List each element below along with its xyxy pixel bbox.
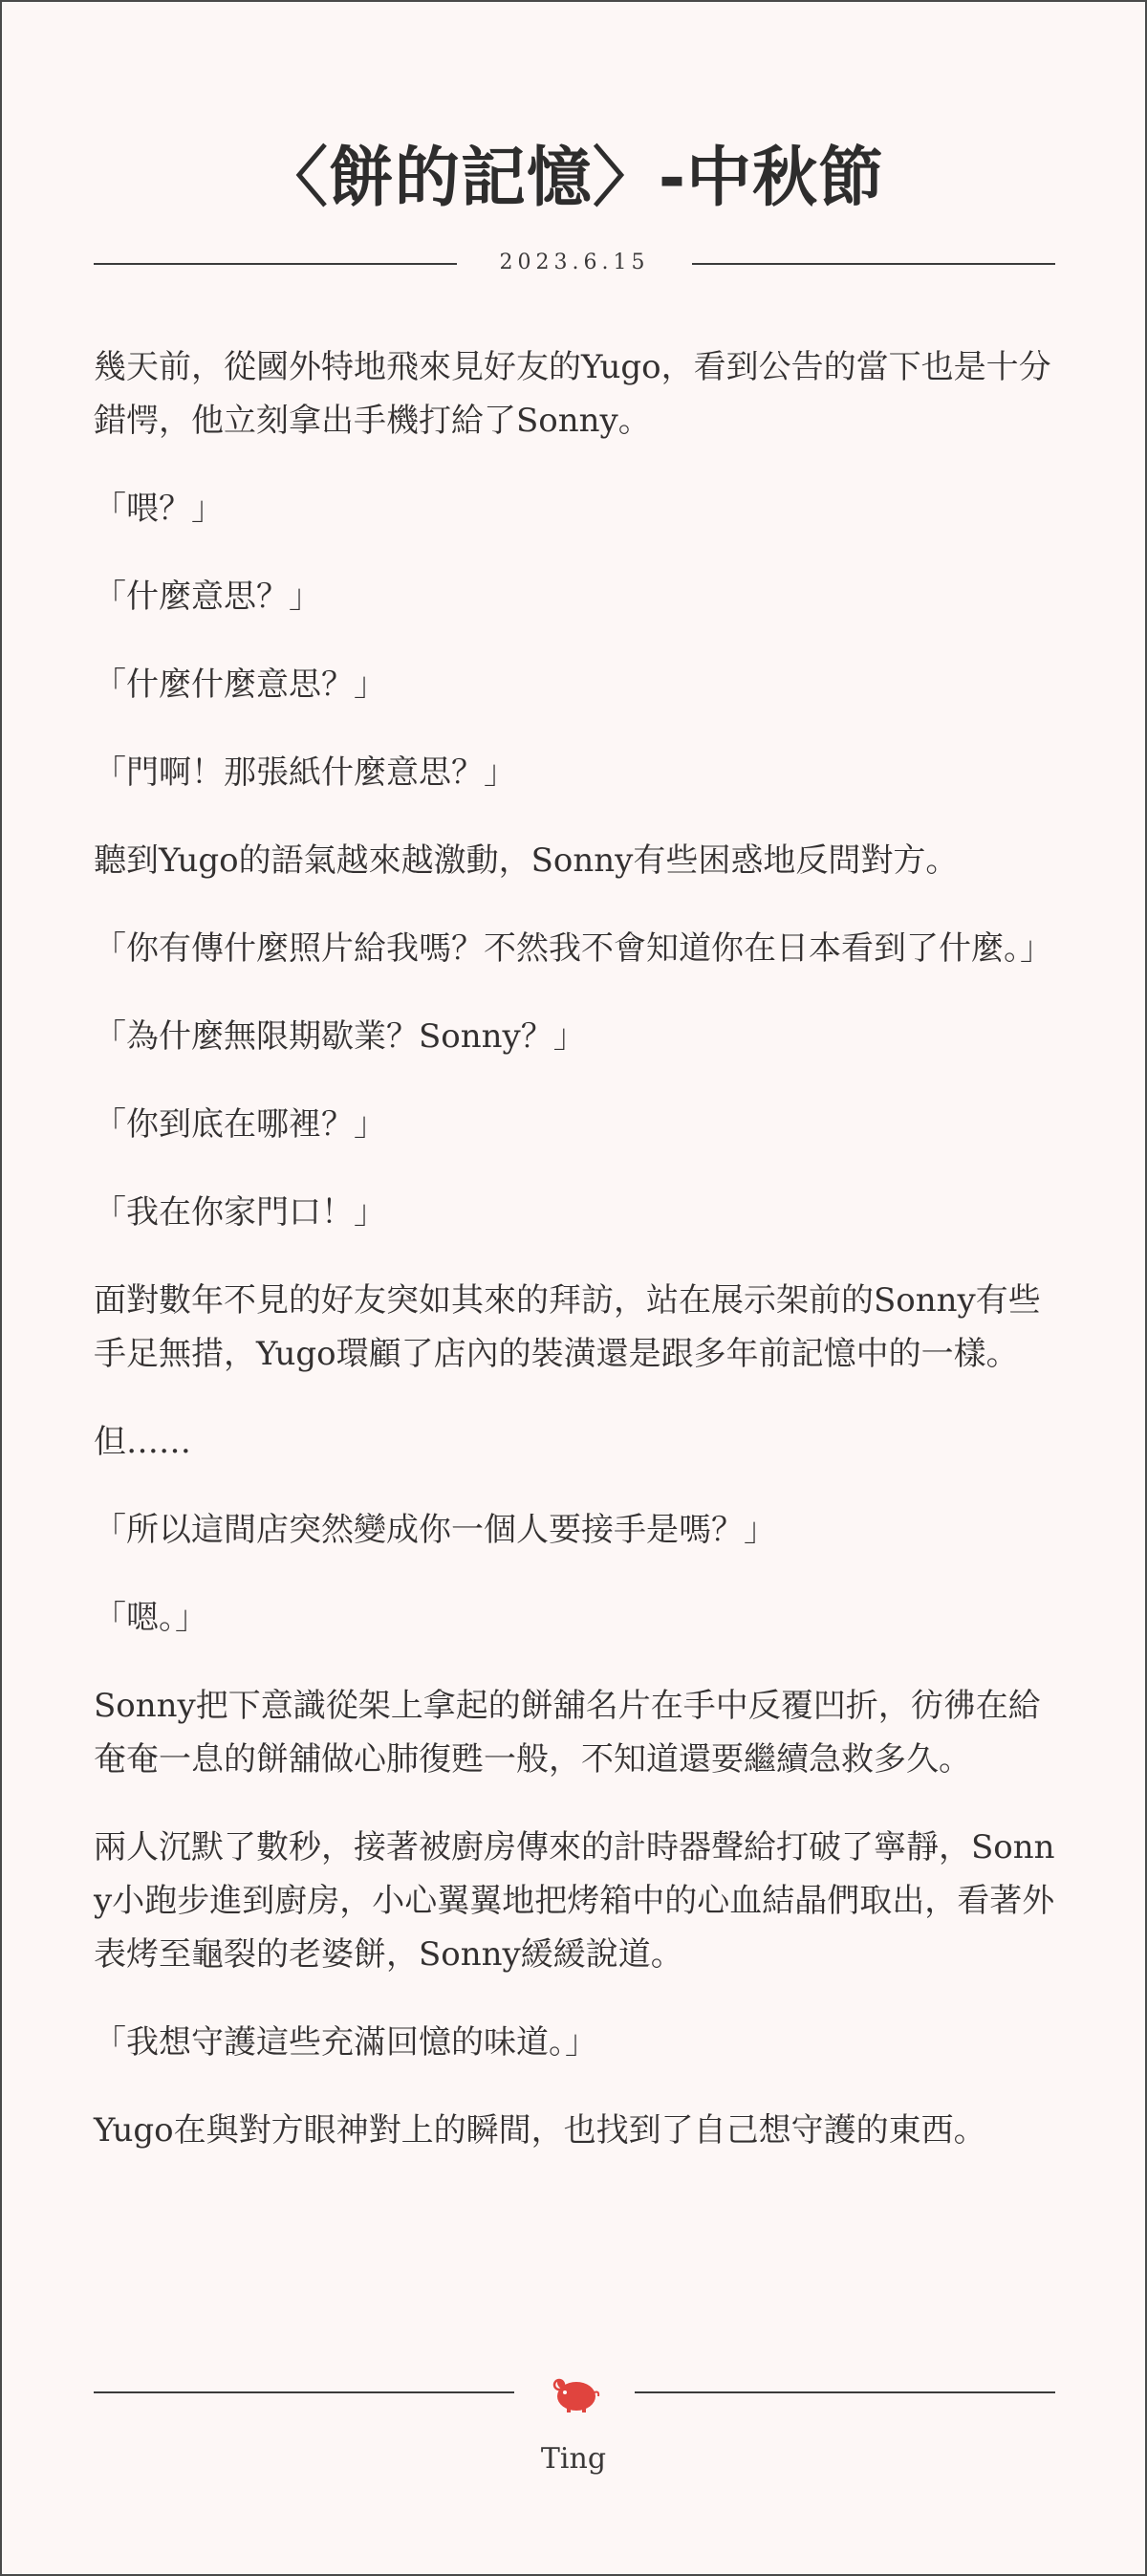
article-body [94,340,1055,2192]
divider-line-right [692,263,1055,265]
red-pig-icon [548,2364,601,2421]
paragraph: 面對數年不見的好友突如其來的拜訪，站在展示架前的Sonny有些手足無措，Yugo環顧了店內的裝潢還是跟多年前記憶中的一樣。 [94,1281,1041,1373]
footer-line-right [635,2391,1055,2393]
paragraph: 兩人沉默了數秒，接著被廚房傳來的計時器聲給打破了寧靜，Sonny小跑步進到廚房，小心翼翼地把烤箱中的心血結晶們取出，看著外表烤至龜裂的老婆餅，Sonny緩緩說道。 [94,1828,1055,1974]
paragraph: 「什麼意思？」 [94,578,321,616]
paragraph: 「所以這間店突然變成你一個人要接手是嗎？」 [94,1511,776,1549]
paragraph: 「喂？」 [94,490,224,528]
paragraph: 「我想守護這些充滿回憶的味道。」 [94,2023,597,2062]
paragraph: 但…… [94,1423,191,1461]
paragraph: Sonny把下意識從架上拿起的餅舖名片在手中反覆凹折，彷彿在給奄奄一息的餅舖做心肺復甦一般，不知道還要繼續急救多久。 [94,1687,1041,1779]
paragraph: 幾天前，從國外特地飛來見好友的Yugo，看到公告的當下也是十分錯愕，他立刻拿出手機打給了Sonny。 [94,348,1051,440]
footer-line-left [94,2391,514,2393]
divider-line-left [94,263,457,265]
date-divider [94,247,1055,279]
paragraph: 「為什麼無限期歇業？Sonny？」 [94,1017,586,1056]
paragraph: 「什麼什麼意思？」 [94,666,386,704]
paragraph: 「我在你家門口！」 [94,1193,386,1232]
paragraph: 「你有傳什麼照片給我嗎？不然我不會知道你在日本看到了什麼。」 [94,929,1052,968]
page-title: 〈餅的記憶〉-中秋節 [262,141,885,216]
paragraph: Yugo在與對方眼神對上的瞬間，也找到了自己想守護的東西。 [94,2111,986,2150]
publish-date: 2023.6.15 [499,251,650,274]
footer-divider [94,2364,1055,2421]
author-name: Ting [540,2442,607,2476]
paragraph: 「你到底在哪裡？」 [94,1105,386,1144]
paragraph: 「嗯。」 [94,1599,207,1637]
paragraph: 「門啊！那張紙什麼意思？」 [94,753,516,792]
paragraph: 聽到Yugo的語氣越來越激動，Sonny有些困惑地反問對方。 [94,841,959,880]
